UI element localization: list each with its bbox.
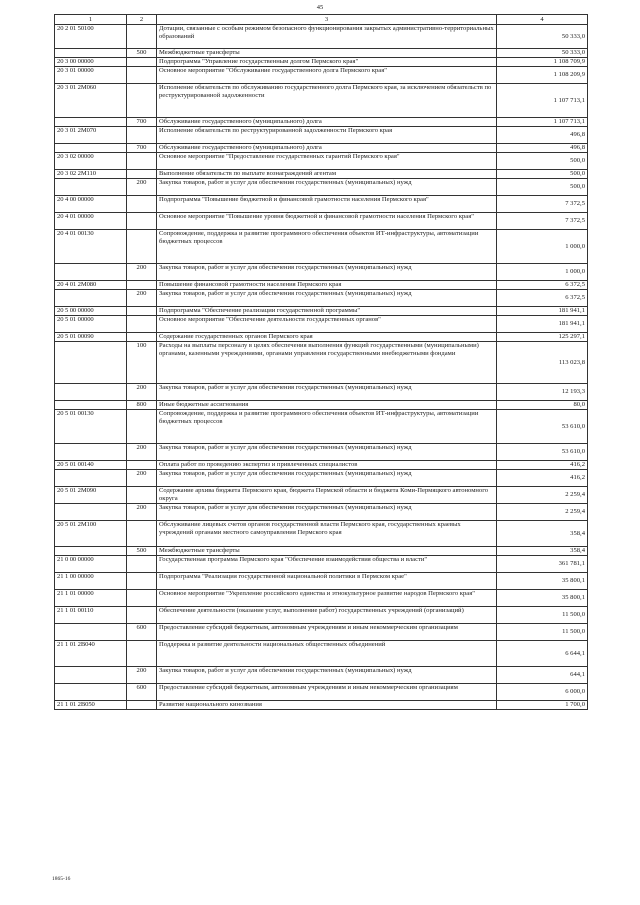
table-row [55, 67, 588, 84]
row-name: Основное мероприятие "Повышение уровня бюджетной и финансовой грамотности населения Пермского края" [157, 213, 497, 230]
row-amount: 1 107 713,1 [497, 84, 588, 118]
table-row [55, 607, 588, 624]
row-name: Основное мероприятие "Обслуживание государственного долга Пермского края" [157, 67, 497, 84]
row-amount: 7 372,5 [497, 196, 588, 213]
row-name: Основное мероприятие "Обеспечение деятельности государственных органов" [157, 316, 497, 333]
table-row [55, 444, 588, 461]
table-row [55, 170, 588, 179]
row-code: 21 1 01 00110 [55, 607, 127, 624]
table-row [55, 196, 588, 213]
table-row [55, 307, 588, 316]
row-amount: 53 610,0 [497, 444, 588, 461]
table-body [55, 25, 588, 710]
row-code: 20 3 01 00000 [55, 67, 127, 84]
row-code: 20 4 01 2М080 [55, 281, 127, 290]
row-amount: 1 000,0 [497, 264, 588, 281]
row-amount: 361 781,1 [497, 556, 588, 573]
row-name: Подпрограмма "Управление государственным долгом Пермского края" [157, 58, 497, 67]
table-row [55, 84, 588, 118]
row-expense-type: 700 [127, 144, 157, 153]
table-row [55, 144, 588, 153]
row-code: 21 1 00 00000 [55, 573, 127, 590]
row-expense-type [127, 213, 157, 230]
row-expense-type [127, 461, 157, 470]
row-name: Межбюджетные трансферты [157, 49, 497, 58]
row-code: 20 3 00 00000 [55, 58, 127, 67]
row-amount: 500,0 [497, 153, 588, 170]
row-amount: 1 108 209,9 [497, 67, 588, 84]
row-name: Закупка товаров, работ и услуг для обеспечения государственных (муниципальных) нужд [157, 384, 497, 401]
row-amount: 6 644,1 [497, 641, 588, 667]
row-code: 21 1 01 2В040 [55, 641, 127, 667]
row-expense-type: 200 [127, 179, 157, 196]
row-name: Предоставление субсидий бюджетным, автономным учреждениям и иным некоммерческим организациям [157, 684, 497, 701]
row-expense-type [127, 573, 157, 590]
row-name: Межбюджетные трансферты [157, 547, 497, 556]
row-amount: 644,1 [497, 667, 588, 684]
row-amount: 11 500,0 [497, 624, 588, 641]
row-expense-type: 200 [127, 667, 157, 684]
row-code: 20 2 01 50100 [55, 25, 127, 49]
row-amount: 35 800,1 [497, 590, 588, 607]
row-code: 20 5 01 2М100 [55, 521, 127, 547]
row-expense-type [127, 307, 157, 316]
table-row [55, 667, 588, 684]
row-name: Содержание государственных органов Пермского края [157, 333, 497, 342]
row-code [55, 179, 127, 196]
row-expense-type [127, 153, 157, 170]
table-row [55, 179, 588, 196]
row-amount: 125 297,1 [497, 333, 588, 342]
row-name: Закупка товаров, работ и услуг для обеспечения государственных (муниципальных) нужд [157, 264, 497, 281]
row-code: 20 4 01 00000 [55, 213, 127, 230]
table-row [55, 213, 588, 230]
row-code: 20 5 01 00090 [55, 333, 127, 342]
table-row [55, 118, 588, 127]
row-amount: 181 941,1 [497, 316, 588, 333]
table-row [55, 470, 588, 487]
row-code [55, 49, 127, 58]
row-name: Закупка товаров, работ и услуг для обеспечения государственных (муниципальных) нужд [157, 444, 497, 461]
row-code: 20 3 02 2М110 [55, 170, 127, 179]
row-name: Подпрограмма "Обеспечение реализации государственной программы" [157, 307, 497, 316]
table-row [55, 641, 588, 667]
row-expense-type [127, 556, 157, 573]
row-expense-type [127, 333, 157, 342]
row-code: 20 3 01 2М070 [55, 127, 127, 144]
row-name: Государственная программа Пермского края "Обеспечение взаимодействия общества и власти" [157, 556, 497, 573]
row-expense-type [127, 67, 157, 84]
table-row [55, 342, 588, 384]
row-name: Развитие национального кинозвания [157, 701, 497, 710]
table-row [55, 556, 588, 573]
row-code [55, 401, 127, 410]
row-expense-type [127, 701, 157, 710]
table-row [55, 49, 588, 58]
row-amount: 7 372,5 [497, 213, 588, 230]
row-amount: 416,2 [497, 470, 588, 487]
table-row [55, 487, 588, 504]
row-expense-type [127, 521, 157, 547]
row-amount: 6 372,5 [497, 281, 588, 290]
row-expense-type: 500 [127, 49, 157, 58]
row-expense-type [127, 127, 157, 144]
row-expense-type [127, 58, 157, 67]
row-code: 20 5 01 00000 [55, 316, 127, 333]
row-amount: 1 108 709,9 [497, 58, 588, 67]
row-name: Основное мероприятие "Укрепление российского единства и этнокультурное развитие народов Пермского края" [157, 590, 497, 607]
table-row [55, 290, 588, 307]
row-expense-type: 800 [127, 401, 157, 410]
table-row [55, 461, 588, 470]
row-expense-type: 600 [127, 624, 157, 641]
row-expense-type [127, 316, 157, 333]
table-row [55, 316, 588, 333]
row-code [55, 684, 127, 701]
row-amount: 358,4 [497, 521, 588, 547]
row-code [55, 470, 127, 487]
budget-table [54, 14, 588, 710]
row-name: Закупка товаров, работ и услуг для обеспечения государственных (муниципальных) нужд [157, 470, 497, 487]
row-amount: 80,0 [497, 401, 588, 410]
row-name: Основное мероприятие "Предоставление государственных гарантий Пермского края" [157, 153, 497, 170]
row-name: Предоставление субсидий бюджетным, автономным учреждениям и иным некоммерческим организациям [157, 624, 497, 641]
header-col-4: 4 [497, 15, 588, 25]
row-amount: 53 610,0 [497, 410, 588, 444]
row-expense-type [127, 281, 157, 290]
row-code: 20 5 01 2М090 [55, 487, 127, 504]
table-row [55, 573, 588, 590]
row-name: Закупка товаров, работ и услуг для обеспечения государственных (муниципальных) нужд [157, 667, 497, 684]
row-amount: 113 023,8 [497, 342, 588, 384]
row-expense-type: 200 [127, 470, 157, 487]
row-name: Сопровождение, поддержка и развитие программного обеспечения объектов ИТ-инфраструктуры, автоматизации бюджетных процессов [157, 230, 497, 264]
row-name: Обслуживание государственного (муниципального) долга [157, 144, 497, 153]
row-name: Оплата работ по проведению экспертиз и привлеченных специалистов [157, 461, 497, 470]
row-code: 20 5 01 00140 [55, 461, 127, 470]
row-expense-type: 500 [127, 547, 157, 556]
row-amount: 416,2 [497, 461, 588, 470]
row-code [55, 547, 127, 556]
row-code [55, 624, 127, 641]
row-amount: 496,8 [497, 144, 588, 153]
row-name: Исполнение обязательств по обслуживанию государственного долга Пермского края, за исключением обязательств по реструктурированной задолженности [157, 84, 497, 118]
row-amount: 2 259,4 [497, 504, 588, 521]
row-name: Закупка товаров, работ и услуг для обеспечения государственных (муниципальных) нужд [157, 179, 497, 196]
row-name: Подпрограмма "Повышение бюджетной и финансовой грамотности населения Пермского края" [157, 196, 497, 213]
table-row [55, 384, 588, 401]
row-amount: 50 333,0 [497, 49, 588, 58]
row-name: Обеспечение деятельности (оказание услуг, выполнение работ) государственных учреждений (организаций) [157, 607, 497, 624]
row-amount: 35 800,1 [497, 573, 588, 590]
table-row [55, 410, 588, 444]
header-row [55, 15, 588, 25]
row-name: Дотации, связанные с особым режимом безопасного функционирования закрытых административно-территориальных образований [157, 25, 497, 49]
row-code: 20 5 00 00000 [55, 307, 127, 316]
row-expense-type [127, 170, 157, 179]
table-row [55, 230, 588, 264]
row-expense-type: 700 [127, 118, 157, 127]
table-row [55, 264, 588, 281]
row-amount: 496,8 [497, 127, 588, 144]
row-name: Содержание архива бюджета Пермского края, бюджета Пермской области и бюджета Коми-Пермяцкого автономного округа [157, 487, 497, 504]
row-expense-type: 200 [127, 384, 157, 401]
table-row [55, 590, 588, 607]
row-expense-type [127, 641, 157, 667]
row-code [55, 290, 127, 307]
row-code [55, 667, 127, 684]
row-code: 21 0 00 00000 [55, 556, 127, 573]
row-name: Подпрограмма "Реализация государственной национальной политики в Пермском крае" [157, 573, 497, 590]
row-code: 21 1 01 00000 [55, 590, 127, 607]
row-expense-type [127, 590, 157, 607]
table-row [55, 25, 588, 49]
table-row [55, 684, 588, 701]
table-row [55, 58, 588, 67]
row-amount: 500,0 [497, 179, 588, 196]
row-expense-type [127, 230, 157, 264]
table-row [55, 521, 588, 547]
table-row [55, 547, 588, 556]
row-amount: 11 500,0 [497, 607, 588, 624]
row-amount: 12 193,3 [497, 384, 588, 401]
row-code: 21 1 01 2В050 [55, 701, 127, 710]
row-code: 20 5 01 00130 [55, 410, 127, 444]
table-row [55, 624, 588, 641]
row-amount: 6 372,5 [497, 290, 588, 307]
row-name: Закупка товаров, работ и услуг для обеспечения государственных (муниципальных) нужд [157, 290, 497, 307]
row-expense-type: 200 [127, 504, 157, 521]
header-col-3: 3 [157, 15, 497, 25]
header-col-2: 2 [127, 15, 157, 25]
row-name: Обслуживание лицевых счетов органов государственной власти Пермского края, государственных краевых учреждений органами местного самоуправления Пермского края [157, 521, 497, 547]
row-code [55, 342, 127, 384]
row-name: Выполнение обязательств по выплате вознаграждений агентам [157, 170, 497, 179]
row-amount: 1 107 713,1 [497, 118, 588, 127]
row-code [55, 144, 127, 153]
table-row [55, 701, 588, 710]
row-amount: 500,0 [497, 170, 588, 179]
row-code: 20 3 01 2М060 [55, 84, 127, 118]
row-name: Исполнение обязательств по реструктурированной задолженности Пермского края [157, 127, 497, 144]
row-code [55, 118, 127, 127]
row-expense-type: 200 [127, 264, 157, 281]
row-expense-type: 600 [127, 684, 157, 701]
table-row [55, 153, 588, 170]
table-row [55, 127, 588, 144]
row-expense-type [127, 25, 157, 49]
row-name: Иные бюджетные ассигнования [157, 401, 497, 410]
row-amount: 6 000,0 [497, 684, 588, 701]
row-expense-type [127, 196, 157, 213]
row-expense-type: 200 [127, 444, 157, 461]
row-code: 20 4 00 00000 [55, 196, 127, 213]
footer-code: 1865-16 [52, 876, 71, 882]
table-row [55, 281, 588, 290]
table-row [55, 333, 588, 342]
row-code [55, 444, 127, 461]
row-expense-type: 200 [127, 290, 157, 307]
row-amount: 181 941,1 [497, 307, 588, 316]
row-amount: 358,4 [497, 547, 588, 556]
table-row [55, 504, 588, 521]
row-code: 20 4 01 00130 [55, 230, 127, 264]
row-code [55, 384, 127, 401]
row-name: Обслуживание государственного (муниципального) долга [157, 118, 497, 127]
row-amount: 50 333,0 [497, 25, 588, 49]
row-code [55, 264, 127, 281]
row-expense-type: 100 [127, 342, 157, 384]
row-amount: 1 700,0 [497, 701, 588, 710]
row-amount: 1 000,0 [497, 230, 588, 264]
row-expense-type [127, 410, 157, 444]
table-row [55, 401, 588, 410]
row-expense-type [127, 84, 157, 118]
row-expense-type [127, 607, 157, 624]
row-code [55, 504, 127, 521]
row-code: 20 3 02 00000 [55, 153, 127, 170]
row-name: Поддержка и развитие деятельности национальных общественных объединений [157, 641, 497, 667]
row-expense-type [127, 487, 157, 504]
row-name: Закупка товаров, работ и услуг для обеспечения государственных (муниципальных) нужд [157, 504, 497, 521]
page-number: 45 [316, 4, 324, 11]
row-amount: 2 259,4 [497, 487, 588, 504]
row-name: Сопровождение, поддержка и развитие программного обеспечения объектов ИТ-инфраструктуры, автоматизации бюджетных процессов [157, 410, 497, 444]
header-col-1: 1 [55, 15, 127, 25]
row-name: Расходы на выплаты персоналу в целях обеспечения выполнения функций государственными (муниципальными) органами, казенными учреждениями, органами управления государственными внебюджетными фондами [157, 342, 497, 384]
row-name: Повышение финансовой грамотности населения Пермского края [157, 281, 497, 290]
